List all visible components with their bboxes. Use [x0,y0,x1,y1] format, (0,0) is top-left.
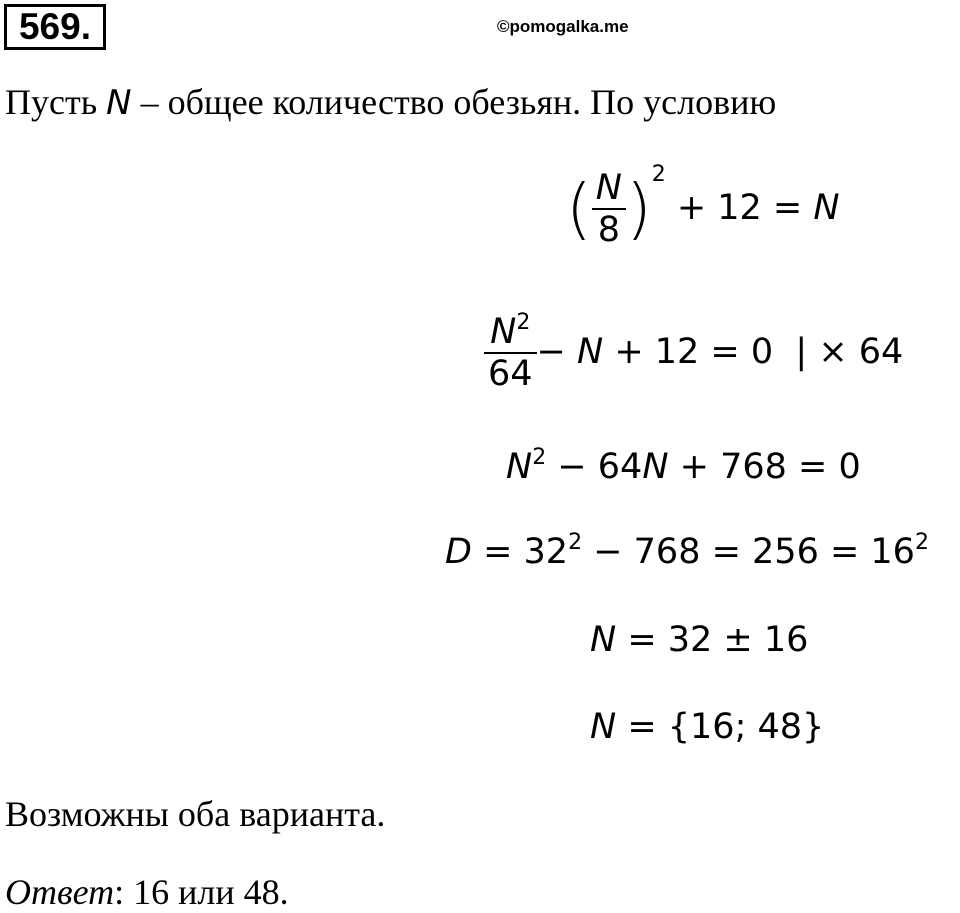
equation-1-rhs: N [813,188,840,228]
numerator-var: N [490,312,517,352]
answer-label: Ответ [5,872,115,912]
intro-text-before: Пусть [5,82,107,122]
equation-3-rest-b: + 768 = 0 [668,447,861,487]
equation-3-var2: N [642,447,669,487]
equation-3 [506,447,861,487]
intro-variable: N [106,83,132,123]
equation-2-rest-a: − [536,332,577,372]
left-paren: ( [566,170,592,247]
watermark: ©pomogalka.me [497,17,629,36]
fraction-n2-over-64 [484,312,537,394]
equation-2 [484,312,903,394]
fraction-n-over-8 [592,168,626,250]
numerator-exponent: 2 [516,310,531,335]
equation-3-rest-a: − 64 [546,447,643,487]
right-paren: ) [625,170,652,247]
fraction-denominator: 64 [488,354,533,394]
equation-5-rest: = 32 ± 16 [616,620,809,660]
fraction-numerator: N [595,168,622,208]
equation-6 [590,707,824,747]
equation-4 [445,532,929,572]
equation-4-exp2: 2 [914,530,929,555]
problem-number: 569. [18,6,91,47]
answer-text: : 16 или 48. [114,872,289,912]
equation-4-rest-a: = 32 [471,532,569,572]
equation-1 [566,162,840,250]
equation-2-var: N [577,332,604,372]
fraction-numerator [484,312,537,352]
equation-3-var: N [506,447,533,487]
equation-2-rest-b: + 12 = 0 | × 64 [603,332,904,372]
equation-6-rest: = {16; 48} [616,707,825,747]
equation-5-var: N [590,620,617,660]
problem-number-badge [4,4,106,50]
equation-3-exp: 2 [532,445,547,470]
equation-6-var: N [590,707,617,747]
equation-4-rest-b: − 768 = 256 = 16 [582,532,915,572]
equation-5 [590,620,808,660]
fraction-denominator: 8 [597,210,620,250]
exponent: 2 [651,162,666,187]
equation-4-var: D [445,532,472,572]
equation-4-exp1: 2 [568,530,583,555]
intro-line [5,82,776,123]
equation-1-rest: + 12 = [665,188,814,228]
intro-text-after: – общее количество обезьян. По условию [131,82,777,122]
answer-line [5,872,289,912]
conclusion-text: Возможны оба варианта. [5,794,386,834]
